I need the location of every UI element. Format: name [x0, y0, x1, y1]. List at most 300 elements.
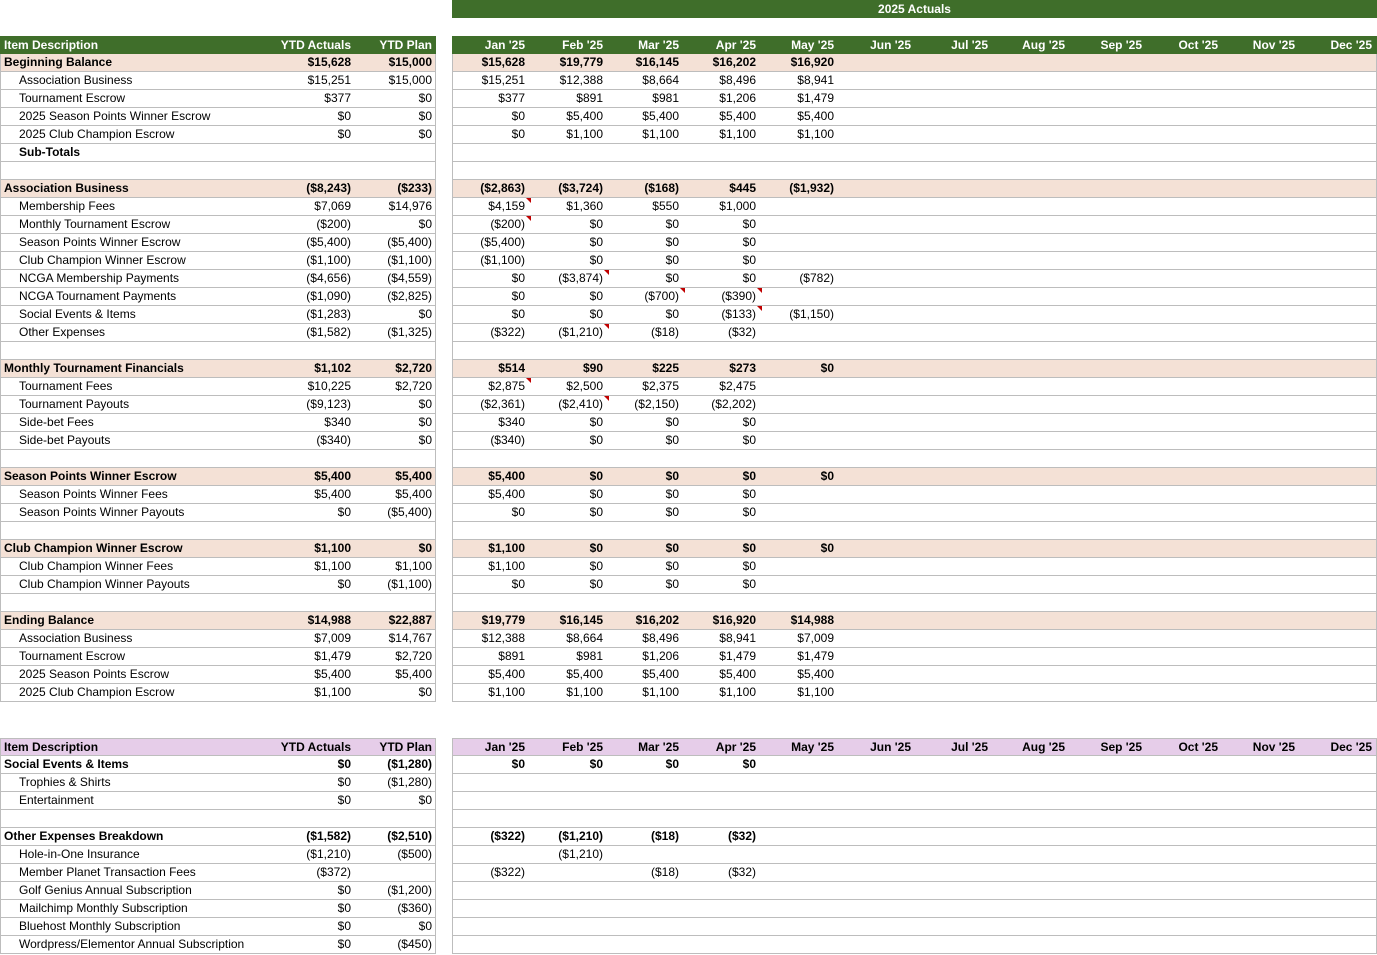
comment-indicator-icon[interactable] — [604, 396, 609, 401]
ytd-plan-value: $0 — [418, 919, 432, 933]
col-header-ytd-actuals: YTD Actuals — [280, 740, 351, 754]
ytd-plan-value: ($5,400) — [387, 505, 432, 519]
month-value: $8,496 — [642, 631, 679, 645]
table-row — [0, 486, 436, 504]
month-value — [465, 846, 525, 863]
col-header-month: May '25 — [791, 38, 834, 52]
month-value: $0 — [665, 217, 679, 231]
month-value: $377 — [498, 91, 525, 105]
monthly-row — [452, 774, 1377, 792]
col-header-month: Aug '25 — [1022, 38, 1065, 52]
monthly-row — [452, 486, 1377, 504]
col-header-month: Jun '25 — [870, 740, 911, 754]
month-value: ($322) — [490, 325, 525, 339]
col-header-month: Feb '25 — [562, 740, 603, 754]
monthly-row — [452, 144, 1377, 162]
month-value: ($322) — [490, 829, 525, 843]
month-value: $5,400 — [719, 109, 756, 123]
ytd-plan-value: $22,887 — [388, 613, 432, 627]
ytd-actuals-value: $0 — [337, 127, 351, 141]
month-value: $0 — [589, 559, 603, 573]
month-value: ($1,150) — [789, 307, 834, 321]
month-value: $5,400 — [642, 667, 679, 681]
month-value: $0 — [511, 109, 525, 123]
monthly-row — [452, 810, 1377, 828]
row-label: 2025 Season Points Escrow — [19, 667, 170, 681]
month-value: $1,000 — [719, 199, 756, 213]
ytd-actuals-value: $10,225 — [307, 379, 351, 393]
ytd-actuals-value: $7,009 — [314, 631, 351, 645]
month-value: ($700) — [644, 289, 679, 303]
ytd-plan-value: $2,720 — [395, 379, 432, 393]
table-row — [0, 432, 436, 450]
ytd-plan-value: ($360) — [397, 901, 432, 915]
ytd-plan-value: $0 — [418, 415, 432, 429]
month-value: $0 — [742, 415, 756, 429]
month-value: $0 — [742, 505, 756, 519]
monthly-row — [452, 414, 1377, 432]
ytd-plan-value: ($2,825) — [387, 289, 432, 303]
ytd-plan-value: $0 — [418, 91, 432, 105]
monthly-row — [452, 360, 1377, 378]
ytd-plan-value: ($1,280) — [387, 757, 432, 771]
table-row — [0, 414, 436, 432]
table-row — [0, 594, 436, 612]
month-value: ($18) — [650, 865, 679, 879]
row-label: Bluehost Monthly Subscription — [19, 919, 181, 933]
ytd-actuals-value: $0 — [337, 793, 351, 807]
col-header-month: Nov '25 — [1252, 740, 1295, 754]
month-value: $0 — [820, 361, 834, 375]
month-value: $12,388 — [559, 73, 603, 87]
monthly-row — [452, 342, 1377, 360]
month-value: ($1,100) — [480, 253, 525, 267]
monthly-row — [452, 918, 1377, 936]
ytd-plan-value: $1,100 — [395, 559, 432, 573]
ytd-plan-value: $15,000 — [388, 55, 432, 69]
month-value: $2,475 — [719, 379, 756, 393]
table-row — [0, 360, 436, 378]
row-label: 2025 Club Champion Escrow — [19, 685, 175, 699]
row-label: Monthly Tournament Escrow — [19, 217, 171, 231]
monthly-row — [452, 882, 1377, 900]
monthly-row — [452, 468, 1377, 486]
month-value: ($18) — [650, 325, 679, 339]
table-row — [0, 54, 436, 72]
table-row — [0, 774, 436, 792]
month-value: $0 — [511, 289, 525, 303]
month-value: ($322) — [490, 865, 525, 879]
row-label: Hole-in-One Insurance — [19, 847, 140, 861]
ytd-plan-value: $5,400 — [395, 469, 432, 483]
month-value: ($340) — [490, 433, 525, 447]
month-value — [543, 864, 603, 881]
month-value: $0 — [742, 487, 756, 501]
month-value: $16,920 — [712, 613, 756, 627]
month-value: $0 — [589, 415, 603, 429]
ytd-actuals-value: $15,251 — [307, 73, 351, 87]
month-value: $2,875 — [488, 379, 525, 393]
table-row — [0, 324, 436, 342]
month-value: $1,206 — [719, 91, 756, 105]
monthly-row — [452, 828, 1377, 846]
month-value: $0 — [742, 217, 756, 231]
table-row — [0, 756, 436, 774]
month-value: $0 — [665, 541, 679, 555]
ytd-actuals-value: ($1,582) — [306, 325, 351, 339]
month-value: $0 — [511, 307, 525, 321]
table-row — [0, 504, 436, 522]
comment-indicator-icon[interactable] — [526, 216, 531, 221]
ytd-actuals-value: $377 — [324, 91, 351, 105]
ytd-actuals-value: $1,102 — [314, 361, 351, 375]
monthly-row — [452, 306, 1377, 324]
ytd-plan-value: ($450) — [397, 937, 432, 951]
ytd-actuals-value: ($200) — [316, 217, 351, 231]
month-value: $1,100 — [642, 685, 679, 699]
ytd-plan-value: $0 — [418, 793, 432, 807]
comment-indicator-icon[interactable] — [757, 288, 762, 293]
col-header-month: Jul '25 — [951, 740, 988, 754]
col-header-ytd-actuals: YTD Actuals — [280, 38, 351, 52]
ytd-plan-value: $0 — [418, 307, 432, 321]
ytd-plan-value: $0 — [418, 397, 432, 411]
row-label: Club Champion Winner Escrow — [19, 253, 186, 267]
month-value: $7,009 — [797, 631, 834, 645]
month-value: $0 — [589, 289, 603, 303]
monthly-row — [452, 324, 1377, 342]
month-value: ($200) — [490, 217, 525, 231]
month-value: $514 — [498, 361, 525, 375]
table-row — [0, 630, 436, 648]
month-value: ($390) — [721, 289, 756, 303]
monthly-row — [452, 558, 1377, 576]
table-row — [0, 810, 436, 828]
month-value: $0 — [589, 577, 603, 591]
row-label: Member Planet Transaction Fees — [19, 865, 196, 879]
monthly-row — [452, 162, 1377, 180]
monthly-row — [452, 792, 1377, 810]
month-value: $1,100 — [488, 541, 525, 555]
ytd-actuals-value: ($1,582) — [306, 829, 351, 843]
row-label: Entertainment — [19, 793, 94, 807]
row-label: Season Points Winner Escrow — [19, 235, 181, 249]
ytd-actuals-value: $1,100 — [314, 541, 351, 555]
ytd-actuals-value: ($4,656) — [306, 271, 351, 285]
table-row — [0, 216, 436, 234]
row-label: Association Business — [19, 73, 133, 87]
month-value: $2,375 — [642, 379, 679, 393]
month-value: ($1,210) — [558, 325, 603, 339]
monthly-row — [452, 378, 1377, 396]
row-label: Club Champion Winner Escrow — [4, 541, 183, 555]
ytd-plan-value: ($5,400) — [387, 235, 432, 249]
month-value: $0 — [589, 469, 603, 483]
month-value: $5,400 — [566, 667, 603, 681]
ytd-actuals-value: $0 — [337, 883, 351, 897]
comment-indicator-icon[interactable] — [526, 198, 531, 203]
monthly-row — [452, 846, 1377, 864]
row-label: Monthly Tournament Financials — [4, 361, 184, 375]
table-row — [0, 468, 436, 486]
month-value: $891 — [498, 649, 525, 663]
ytd-plan-value: ($1,100) — [387, 253, 432, 267]
table-row — [0, 918, 436, 936]
comment-indicator-icon[interactable] — [604, 324, 609, 329]
table-row — [0, 288, 436, 306]
month-value: $16,145 — [635, 55, 679, 69]
monthly-row — [452, 504, 1377, 522]
month-value: $5,400 — [488, 469, 525, 483]
month-value: $5,400 — [797, 109, 834, 123]
ytd-plan-value: $14,767 — [388, 631, 432, 645]
ytd-actuals-value: $0 — [337, 109, 351, 123]
month-value: $1,479 — [797, 649, 834, 663]
month-value: $0 — [742, 271, 756, 285]
row-label: Beginning Balance — [4, 55, 113, 69]
month-value: $0 — [589, 757, 603, 771]
table-row — [0, 252, 436, 270]
month-value: $445 — [729, 181, 756, 195]
monthly-row — [452, 216, 1377, 234]
col-header-month: Jul '25 — [951, 38, 988, 52]
ytd-plan-value: $5,400 — [395, 487, 432, 501]
month-value: $0 — [589, 505, 603, 519]
row-label: Association Business — [19, 631, 133, 645]
table-row — [0, 576, 436, 594]
month-value: $19,779 — [559, 55, 603, 69]
ytd-actuals-value: $14,988 — [307, 613, 351, 627]
table-row — [0, 522, 436, 540]
month-value: $5,400 — [642, 109, 679, 123]
month-value: $8,941 — [719, 631, 756, 645]
month-value: ($3,724) — [558, 181, 603, 195]
month-value: ($782) — [799, 271, 834, 285]
comment-indicator-icon[interactable] — [526, 378, 531, 383]
monthly-row — [452, 126, 1377, 144]
ytd-plan-value: $5,400 — [395, 667, 432, 681]
table-row — [0, 198, 436, 216]
col-header-ytd-plan: YTD Plan — [379, 740, 432, 754]
col-header-month: Apr '25 — [715, 38, 756, 52]
row-label: Mailchimp Monthly Subscription — [19, 901, 188, 915]
monthly-row — [452, 630, 1377, 648]
month-value: $0 — [665, 577, 679, 591]
month-value: $0 — [589, 433, 603, 447]
month-value: ($1,210) — [558, 847, 603, 861]
row-label: Association Business — [4, 181, 129, 195]
month-value: $0 — [665, 757, 679, 771]
row-label: Other Expenses Breakdown — [4, 829, 164, 843]
month-value: $0 — [589, 235, 603, 249]
col-header-month: Dec '25 — [1330, 38, 1372, 52]
month-value: $16,145 — [559, 613, 603, 627]
ytd-actuals-value: $0 — [337, 505, 351, 519]
table-row — [0, 540, 436, 558]
table-row — [0, 108, 436, 126]
month-value: $0 — [665, 487, 679, 501]
ytd-actuals-value: $0 — [337, 577, 351, 591]
month-value: $5,400 — [488, 667, 525, 681]
ytd-actuals-value: ($1,100) — [306, 253, 351, 267]
month-value: $1,100 — [797, 127, 834, 141]
month-value: $0 — [511, 505, 525, 519]
row-label: Season Points Winner Fees — [19, 487, 168, 501]
ytd-plan-value: ($1,200) — [387, 883, 432, 897]
month-value: $5,400 — [719, 667, 756, 681]
monthly-row — [452, 288, 1377, 306]
month-value: $0 — [665, 469, 679, 483]
row-label: 2025 Season Points Winner Escrow — [19, 109, 211, 123]
ytd-actuals-value: $0 — [337, 901, 351, 915]
month-value: $0 — [589, 541, 603, 555]
month-value: ($2,863) — [480, 181, 525, 195]
month-value: $0 — [820, 541, 834, 555]
monthly-row — [452, 648, 1377, 666]
month-value: $0 — [742, 541, 756, 555]
monthly-row — [452, 684, 1377, 702]
row-label: Sub-Totals — [19, 145, 81, 159]
month-value: $1,100 — [719, 127, 756, 141]
col-header-month: Jun '25 — [870, 38, 911, 52]
row-label: Club Champion Winner Payouts — [19, 577, 190, 591]
ytd-actuals-value: $0 — [337, 757, 351, 771]
month-value: $0 — [742, 757, 756, 771]
month-value: $15,628 — [481, 55, 525, 69]
ytd-plan-value: ($500) — [397, 847, 432, 861]
row-label: Tournament Escrow — [19, 91, 126, 105]
ytd-plan-value: ($2,510) — [387, 829, 432, 843]
month-value: $0 — [589, 487, 603, 501]
ytd-actuals-value: ($372) — [316, 865, 351, 879]
row-label: NCGA Membership Payments — [19, 271, 180, 285]
comment-indicator-icon[interactable] — [680, 288, 685, 293]
row-label: Season Points Winner Escrow — [4, 469, 177, 483]
month-value: ($1,210) — [558, 829, 603, 843]
month-value: $1,100 — [719, 685, 756, 699]
month-value: $5,400 — [566, 109, 603, 123]
row-label: Tournament Fees — [19, 379, 113, 393]
month-value: ($168) — [644, 181, 679, 195]
table-row — [0, 180, 436, 198]
table-row — [0, 864, 436, 882]
comment-indicator-icon[interactable] — [757, 306, 762, 311]
col-header-month: Aug '25 — [1022, 740, 1065, 754]
table-row — [0, 234, 436, 252]
table-row — [0, 666, 436, 684]
header-row — [0, 738, 436, 756]
monthly-row — [452, 252, 1377, 270]
header-row — [0, 36, 436, 54]
table-row — [0, 792, 436, 810]
row-label: Golf Genius Annual Subscription — [19, 883, 192, 897]
month-value: ($2,150) — [634, 397, 679, 411]
monthly-row — [452, 612, 1377, 630]
month-value: $90 — [582, 361, 603, 375]
month-value: $8,941 — [797, 73, 834, 87]
ytd-plan-value: $14,976 — [388, 199, 432, 213]
monthly-row — [452, 108, 1377, 126]
table-row — [0, 306, 436, 324]
table-row — [0, 900, 436, 918]
table-row — [0, 882, 436, 900]
month-value: $1,479 — [719, 649, 756, 663]
col-header-month: Jan '25 — [484, 38, 525, 52]
ytd-plan-value: $2,720 — [395, 361, 432, 375]
row-label: Side-bet Payouts — [19, 433, 111, 447]
ytd-actuals-value: $1,100 — [314, 685, 351, 699]
ytd-plan-value: ($1,100) — [387, 577, 432, 591]
month-value: $8,664 — [642, 73, 679, 87]
row-label: NCGA Tournament Payments — [19, 289, 177, 303]
table-row — [0, 90, 436, 108]
row-label: Trophies & Shirts — [19, 775, 111, 789]
ytd-plan-value: $0 — [418, 541, 432, 555]
col-header-month: Mar '25 — [638, 740, 679, 754]
table-row — [0, 72, 436, 90]
month-header-row — [452, 738, 1377, 756]
month-value: $16,202 — [635, 613, 679, 627]
month-value: $1,479 — [797, 91, 834, 105]
row-label: Social Events & Items — [4, 757, 129, 771]
month-value: $1,206 — [642, 649, 679, 663]
col-header-month: Apr '25 — [715, 740, 756, 754]
month-value: ($18) — [650, 829, 679, 843]
table-row — [0, 846, 436, 864]
table-row — [0, 450, 436, 468]
ytd-actuals-value: ($5,400) — [306, 235, 351, 249]
month-value: ($133) — [721, 307, 756, 321]
monthly-row — [452, 270, 1377, 288]
month-value: $2,500 — [566, 379, 603, 393]
month-value: $1,100 — [488, 559, 525, 573]
row-label: Ending Balance — [4, 613, 95, 627]
month-value: $1,100 — [642, 127, 679, 141]
col-header-month: Feb '25 — [562, 38, 603, 52]
col-header-month: Dec '25 — [1330, 740, 1372, 754]
table-row — [0, 648, 436, 666]
ytd-actuals-value: $0 — [337, 919, 351, 933]
month-value: $1,100 — [566, 685, 603, 699]
month-value: ($1,932) — [789, 181, 834, 195]
ytd-actuals-value: $7,069 — [314, 199, 351, 213]
comment-indicator-icon[interactable] — [604, 270, 609, 275]
ytd-actuals-value: ($9,123) — [306, 397, 351, 411]
month-value: $0 — [511, 271, 525, 285]
col-header-month: Oct '25 — [1178, 38, 1218, 52]
month-value: $0 — [665, 253, 679, 267]
col-header-ytd-plan: YTD Plan — [379, 38, 432, 52]
month-value: $0 — [589, 217, 603, 231]
month-value: $16,920 — [790, 55, 834, 69]
month-value: $5,400 — [797, 667, 834, 681]
ytd-plan-value: $0 — [418, 433, 432, 447]
monthly-row — [452, 666, 1377, 684]
table-row — [0, 936, 436, 954]
month-header-row — [452, 36, 1377, 54]
monthly-row — [452, 180, 1377, 198]
ytd-actuals-value: ($1,090) — [306, 289, 351, 303]
col-header-month: Jan '25 — [484, 740, 525, 754]
month-value: $8,496 — [719, 73, 756, 87]
ytd-plan-value: ($4,559) — [387, 271, 432, 285]
col-header-month: Sep '25 — [1100, 38, 1142, 52]
monthly-row — [452, 54, 1377, 72]
table-row — [0, 396, 436, 414]
table-row — [0, 828, 436, 846]
col-header-description: Item Description — [4, 740, 99, 754]
ytd-actuals-value: ($340) — [316, 433, 351, 447]
